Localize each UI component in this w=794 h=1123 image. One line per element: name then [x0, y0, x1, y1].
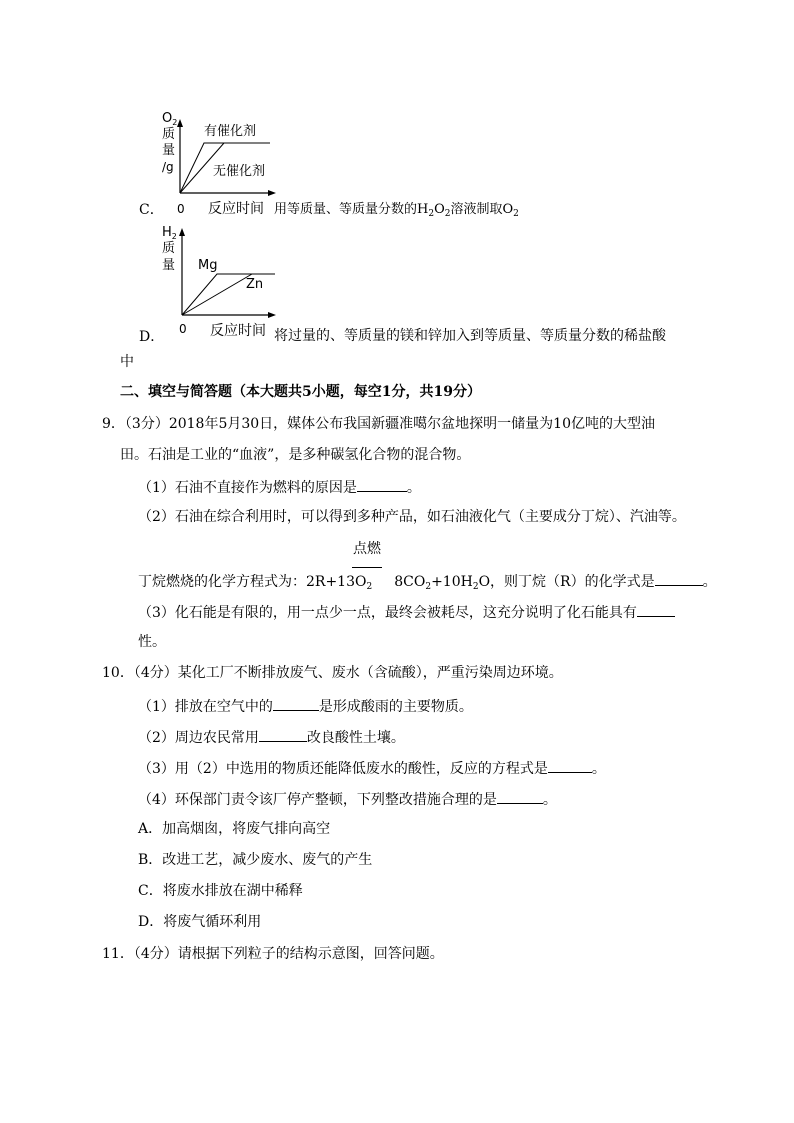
q10-blank-2[interactable] — [259, 727, 307, 742]
option-d-text-cont: 中 — [120, 354, 134, 370]
graph-d-x-label: 反应时间 — [210, 323, 266, 339]
graph-c-y-arrow — [177, 119, 183, 127]
graph-c-curve-1-label: 有催化剂 — [204, 124, 257, 139]
q9-blank-1[interactable] — [357, 477, 407, 492]
option-d-text: 将过量的、等质量的镁和锌加入到等质量、等质量分数的稀盐酸 — [274, 328, 666, 344]
graph-c-x-arrow — [268, 190, 276, 196]
q10-part-4: （4）环保部门责令该厂停产整顿，下列整改措施合理的是 。 — [138, 789, 557, 809]
graph-c-origin: 0 — [177, 202, 185, 216]
q9-intro-1: 9．（3分）2018年5月30日，媒体公布我国新疆准噶尔盆地探明一储量为10亿吨的大型油 — [102, 416, 655, 432]
graph-d-y-arrow — [179, 228, 185, 236]
q10-part-1: （1）排放在空气中的 是形成酸雨的主要物质。 — [138, 696, 473, 716]
q9-part-3-cont: 性。 — [138, 634, 166, 650]
q10-blank-1[interactable] — [273, 696, 319, 711]
q10-option-d: D．将废气循环利用 — [138, 914, 262, 930]
option-c-letter: C． — [139, 202, 164, 218]
section-title: 二、填空与简答题（本大题共5小题，每空1分，共19分） — [120, 384, 481, 400]
q9-reaction-condition: 点燃 — [353, 541, 381, 557]
q11-intro: 11．（4分）请根据下列粒子的结构示意图，回答问题。 — [102, 946, 444, 962]
q9-blank-2[interactable] — [655, 571, 703, 586]
q9-part-2: （2）石油在综合利用时，可以得到多种产品，如石油液化气（主要成分丁烷）、汽油等。 — [138, 509, 686, 525]
graph-d-y-label-2: 质 — [162, 241, 176, 256]
graph-d-y-label: $H_2$ — [162, 225, 177, 241]
q9-part-3: （3）化石能是有限的，用一点少一点，最终会被耗尽，这充分说明了化石能具有 — [138, 602, 675, 622]
q10-option-a: A．加高烟囱，将废气排向高空 — [138, 821, 331, 837]
graph-c-y-label: $O_2$ — [162, 111, 178, 127]
q10-option-b: B．改进工艺，减少废水、废气的产生 — [138, 852, 373, 868]
q10-intro: 10．（4分）某化工厂不断排放废气、废水（含硫酸），严重污染周边环境。 — [102, 665, 563, 681]
q10-blank-3[interactable] — [548, 758, 592, 773]
graph-c-y-label-4: /g — [162, 160, 174, 174]
q10-option-c: C．将废水排放在湖中稀释 — [138, 883, 303, 899]
graph-d-origin: 0 — [179, 322, 187, 336]
graph-d-y-label-3: 量 — [162, 258, 176, 273]
q10-part-2: （2）周边农民常用 改良酸性土壤。 — [138, 727, 405, 747]
graph-c-y-label-3: 量 — [162, 143, 176, 158]
graph-c — [150, 105, 280, 220]
q10-part-3: （3）用（2）中选用的物质还能降低废水的酸性，反应的方程式是 。 — [138, 758, 606, 778]
q9-intro-2: 田。石油是工业的“血液”，是多种碳氢化合物的混合物。 — [120, 447, 471, 463]
option-d-letter: D． — [139, 329, 165, 345]
q10-blank-4[interactable] — [497, 789, 543, 804]
graph-d-mg-label: Mg — [198, 258, 218, 273]
q9-part-1: （1）石油不直接作为燃料的原因是 。 — [138, 477, 421, 497]
q9-blank-3[interactable] — [637, 602, 675, 617]
graph-d-x-arrow — [268, 312, 276, 318]
graph-d-zn-label: Zn — [246, 277, 264, 292]
graph-d-curve-zn — [182, 274, 252, 315]
option-c-text: 用等质量、等质量分数的$H_2O_2$溶液制取$O_2$ — [274, 202, 519, 219]
q9-equation: 丁烷燃烧的化学方程式为：$2R+13O_2$ $8CO_2+10H_2O$，则丁烷（R）的化学式是 。 — [138, 571, 717, 591]
q9-condition-bar — [352, 567, 382, 568]
graph-d — [150, 222, 280, 339]
graph-c-curve-2-label: 无催化剂 — [213, 164, 266, 179]
graph-c-x-label: 反应时间 — [208, 201, 264, 217]
graph-c-y-label-2: 质 — [162, 127, 176, 142]
